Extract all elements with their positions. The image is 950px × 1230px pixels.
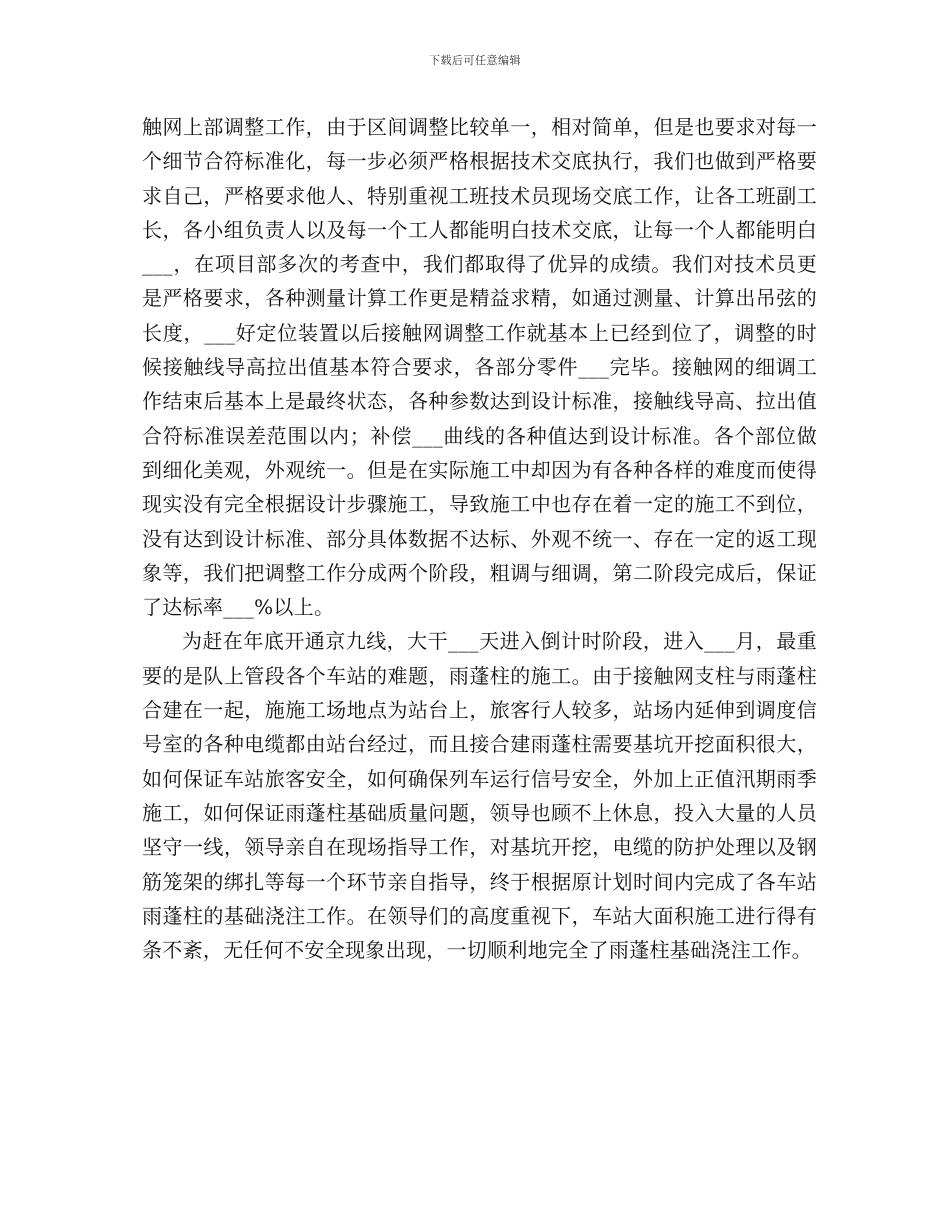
document-body xyxy=(142,110,817,967)
page-header: 下载后可任意编辑 xyxy=(429,54,521,67)
paragraph: 触网上部调整工作，由于区间调整比较单一，相对简单，但是也要求对每一个细节合符标准化，每一步必须严格根据技术交底执行，我们也做到严格要求自己，严格要求他人、特别重视工班技术员现场交底工作，让各工班副工长，各小组负责人以及每一个工人都能明白技术交底，让每一个人都能明白___，在项目部多次的考查中，我们都取得了优异的成绩。我们对技术员更是严格要求，各种测量计算工作更是精益求精，如通过测量、计算出吊弦的长度，___好定位装置以后接触网调整工作就基本上已经到位了，调整的时候接触线导高拉出值基本符合要求，各部分零件___完毕。接触网的细调工作结束后基本上是最终状态，各种参数达到设计标准，接触线导高、拉出值合符标准误差范围以内；补偿___曲线的各种值达到设计标准。各个部位做到细化美观，外观统一。但是在实际施工中却因为有各种各样的难度而使得现实没有完全根据设计步骤施工，导致施工中也存在着一定的施工不到位，没有达到设计标准、部分具体数据不达标、外观不统一、存在一定的返工现象等，我们把调整工作分成两个阶段，粗调与细调，第二阶段完成后，保证了达标率___%以上。 xyxy=(142,115,817,620)
paragraph: 为赶在年底开通京九线，大干___天进入倒计时阶段，进入___月，最重要的是队上管段各个车站的难题，雨蓬柱的施工。由于接触网支柱与雨蓬柱合建在一起，施施工场地点为站台上，旅客行人较多，站场内延伸到调度信号室的各种电缆都由站台经过，而且接合建雨蓬柱需要基坑开挖面积很大，如何保证车站旅客安全，如何确保列车运行信号安全，外加上正值汛期雨季施工，如何保证雨蓬柱基础质量问题，领导也顾不上休息，投入大量的人员坚守一线，领导亲自在现场指导工作，对基坑开挖，电缆的防护处理以及钢筋笼架的绑扎等每一个环节亲自指导，终于根据原计划时间内完成了各车站雨蓬柱的基础浇注工作。在领导们的高度重视下，车站大面积施工进行得有条不紊，无任何不安全现象出现，一切顺利地完全了雨蓬柱基础浇注工作。 xyxy=(142,629,817,963)
